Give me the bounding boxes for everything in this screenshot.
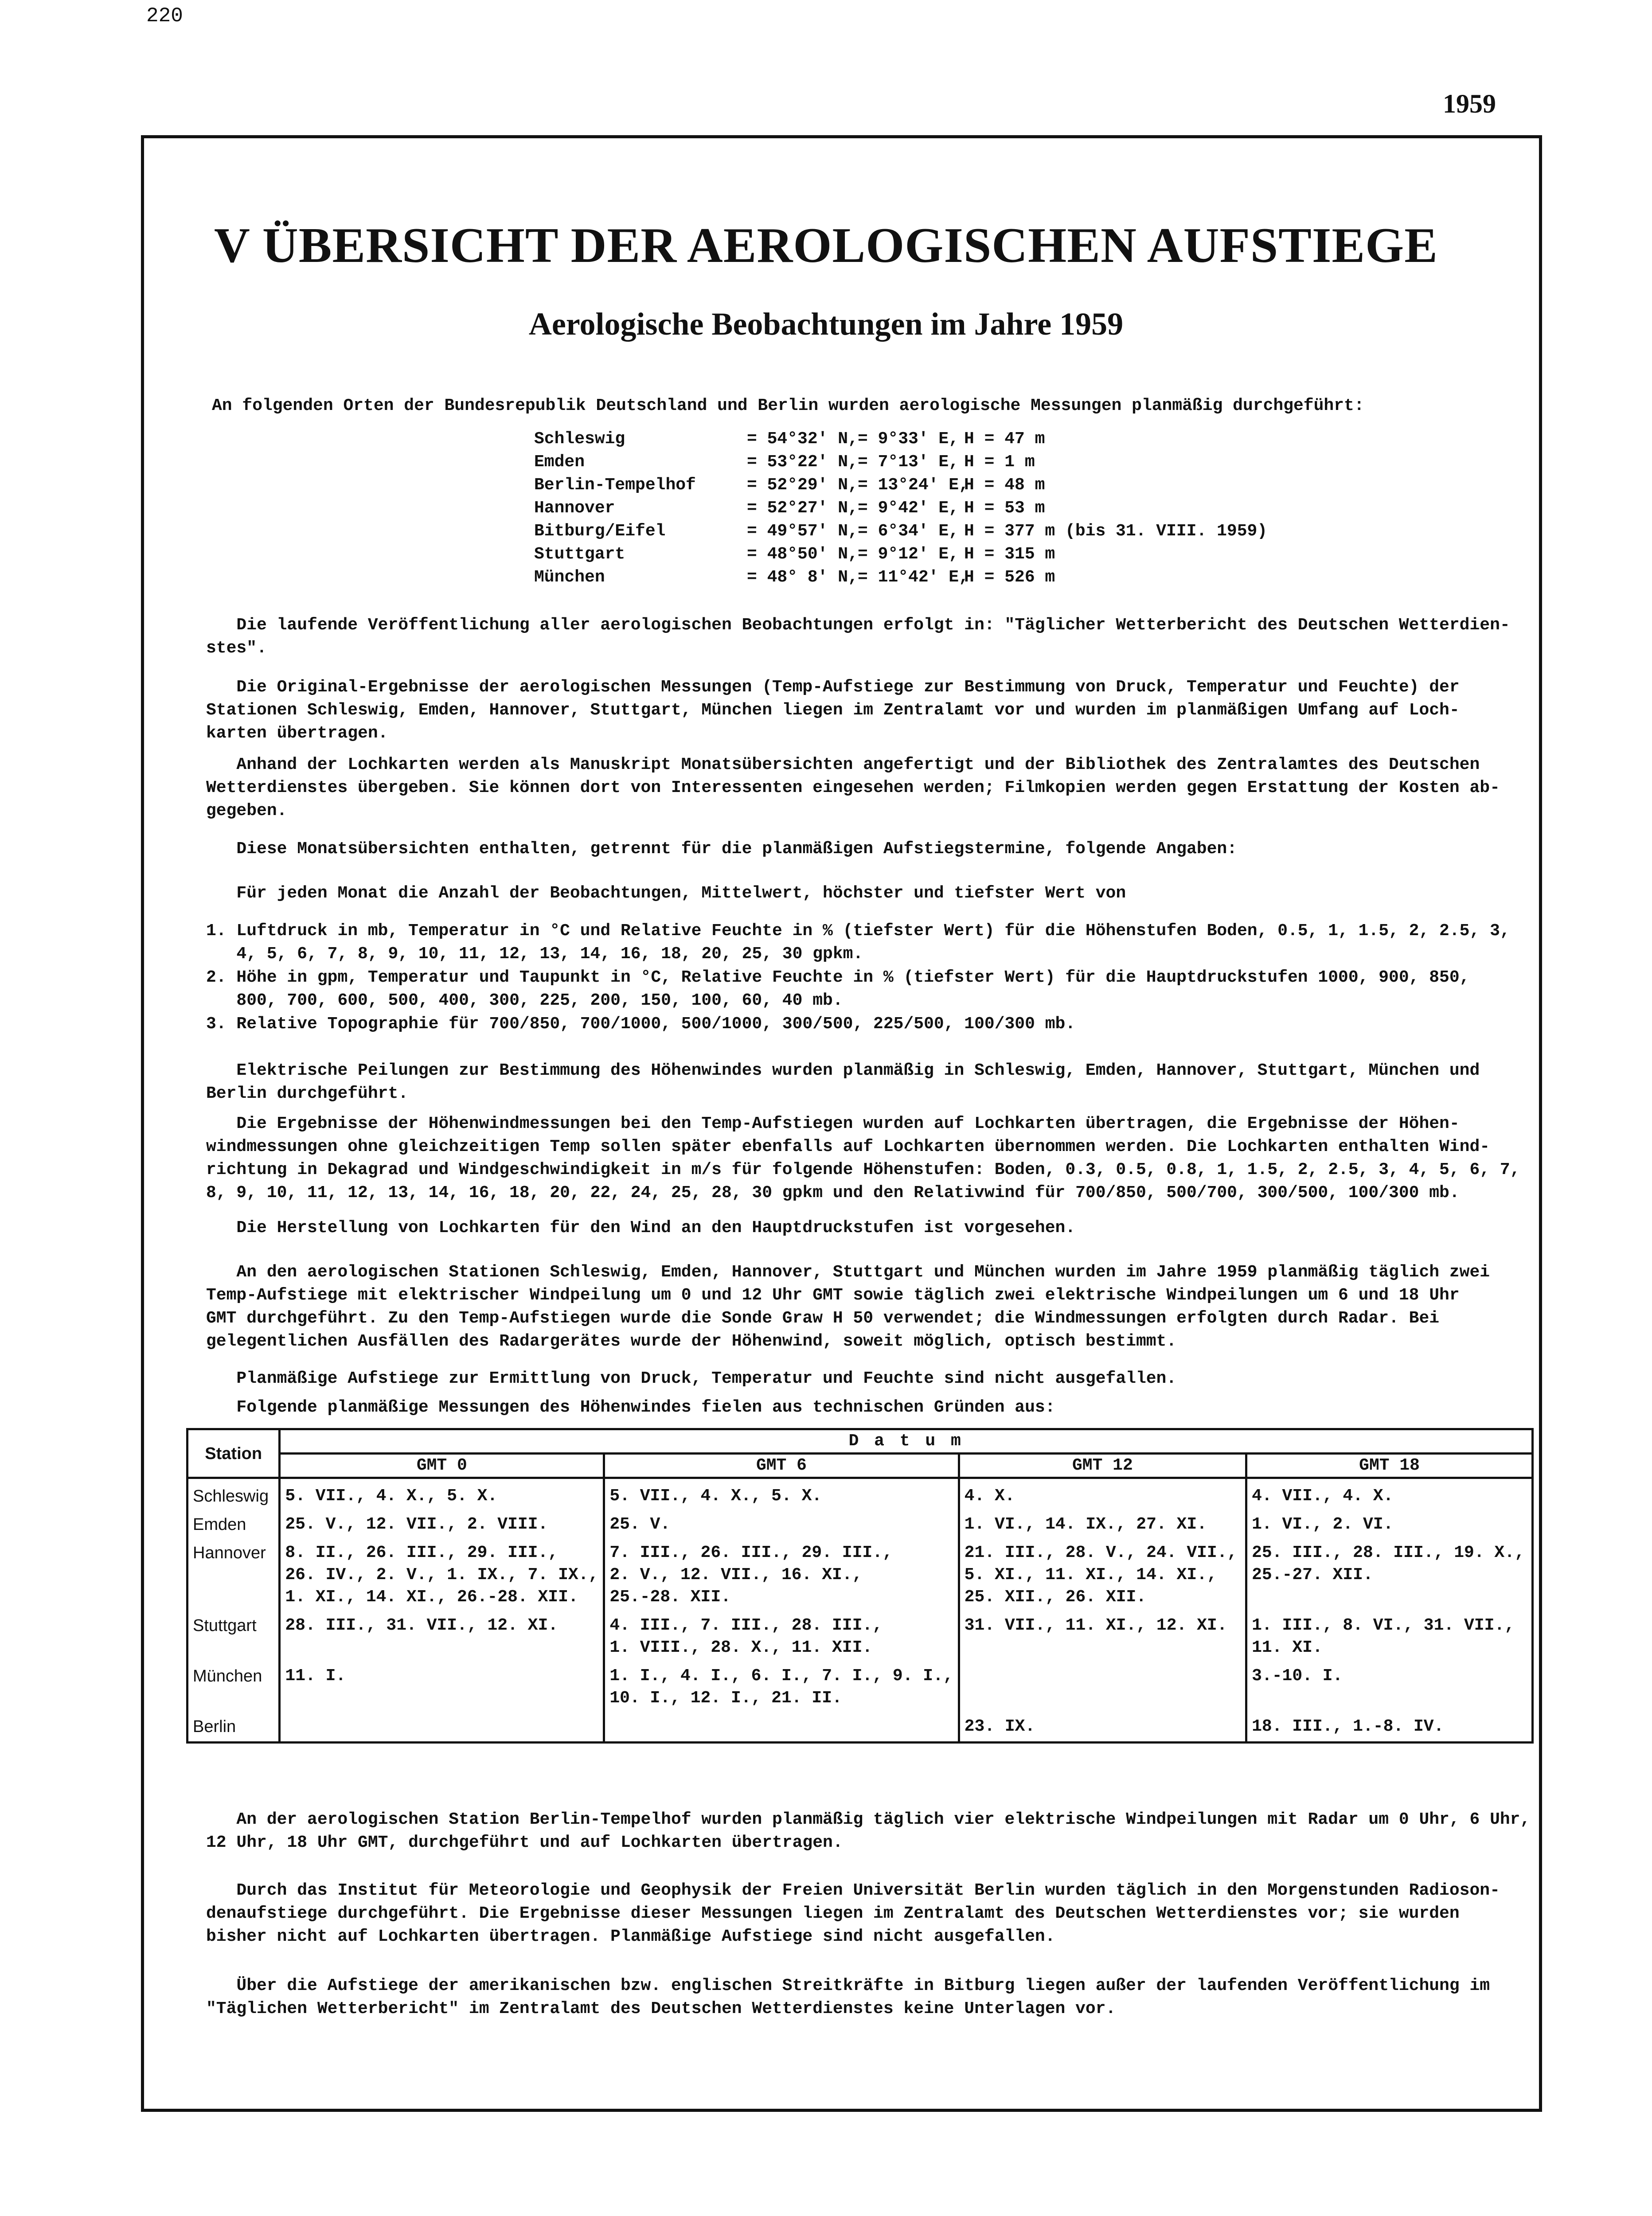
table-cell: 4. VII., 4. X.: [1246, 1478, 1533, 1508]
table-cell: 31. VII., 11. XI., 12. XI.: [959, 1608, 1246, 1659]
table-row: [187, 1536, 1533, 1608]
row-station: Stuttgart: [187, 1608, 280, 1659]
table-row: [187, 1507, 1533, 1536]
station-name: München: [534, 568, 605, 587]
table-row: [187, 1659, 1533, 1709]
column-header-gmt18: GMT 18: [1246, 1454, 1533, 1478]
column-header-gmt6: GMT 6: [604, 1454, 959, 1478]
paragraph-punch-cards-wind: Die Herstellung von Lochkarten für den Wind an den Hauptdruckstufen ist vorgesehen.: [206, 1218, 1076, 1237]
table-cell: [280, 1709, 604, 1743]
paragraph-manuscript: Anhand der Lochkarten werden als Manuskript Monatsübersichten angefertigt und der Bibliothek des Zentralamtes des Deutschen Wetterdienstes übergeben. Sie können dort von Interessenten eingesehen werden; Filmkopien werden gegen Erstattung der Kosten ab- gegeben.: [206, 755, 1500, 820]
station-row: [534, 474, 1363, 497]
table-cell: 3.-10. I.: [1246, 1659, 1533, 1709]
station-name: Schleswig: [534, 429, 625, 449]
row-station: Berlin: [187, 1709, 280, 1743]
paragraph-monthly-summaries: Diese Monatsübersichten enthalten, getrennt für die planmäßigen Aufstiegstermine, folgende Angaben:: [206, 839, 1237, 858]
table-cell: 18. III., 1.-8. IV.: [1246, 1709, 1533, 1743]
station-height: H = 47 m: [964, 429, 1045, 449]
paragraph-free-university: Durch das Institut für Meteorologie und Geophysik der Freien Universität Berlin wurden täglich in den Morgenstunden Radioson- denaufstiege durchgeführt. Die Ergebnisse dieser Messungen liegen im Zentralamt des Deutschen Wetterdienstes vor; sie wurden bisher nicht auf Lochkarten übertragen. Planmäßige Aufstiege sind nicht ausgefallen.: [206, 1881, 1500, 1946]
station-list: [534, 428, 1363, 589]
station-lon: = 9°33' E,: [858, 429, 959, 449]
station-height: H = 377 m (bis 31. VIII. 1959): [964, 522, 1268, 541]
paragraph-wind-results: Die Ergebnisse der Höhenwindmessungen bei den Temp-Aufstiegen wurden auf Lochkarten übertragen, die Ergebnisse der Höhen- windmessungen ohne gleichzeitigen Temp sollen später ebenfalls auf Lochkarten übernommen werden. Die Lochkarten enthalten Wind- richtung in Dekagrad und Windgeschwindigkeit in m/s für folgende Höhenstufen: Boden, 0.3, 0.5, 0.8, 1, 1.5, 2, 2.5, 3, 4, 5, 6, 7, 8, 9, 10, 11, 12, 13, 14, 16, 18, 20, 22, 24, 25, 28, 30 gpkm und den Relativwind für 700/850, 500/700, 300/500, 100/300 mb.: [206, 1114, 1520, 1202]
table-cell: 4. III., 7. III., 28. III., 1. VIII., 28. X., 11. XII.: [604, 1608, 959, 1659]
station-height: H = 1 m: [964, 453, 1035, 472]
row-station: München: [187, 1659, 280, 1709]
station-name: Stuttgart: [534, 545, 625, 564]
page-title: V ÜBERSICHT DER AEROLOGISCHEN AUFSTIEGE: [214, 218, 1438, 273]
table-cell: 23. IX.: [959, 1709, 1246, 1743]
table-cell: 25. III., 28. III., 19. X., 25.-27. XII.: [1246, 1536, 1533, 1608]
table-cell: 7. III., 26. III., 29. III., 2. V., 12. VII., 16. XI., 25.-28. XII.: [604, 1536, 959, 1608]
station-height: H = 48 m: [964, 476, 1045, 495]
paragraph-original-results: Die Original-Ergebnisse der aerologischen Messungen (Temp-Aufstiege zur Bestimmung von Druck, Temperatur und Feuchte) der Stationen Schleswig, Emden, Hannover, Stuttgart, München liegen im Zentralamt vor und wurden im planmäßigen Umfang auf Loch- karten übertragen.: [206, 678, 1460, 743]
table-cell: 8. II., 26. III., 29. III., 26. IV., 2. V., 1. IX., 7. IX., 1. XI., 14. XI., 26.-28. XII.: [280, 1536, 604, 1608]
station-row: [534, 543, 1363, 566]
row-station: Schleswig: [187, 1478, 280, 1508]
table-cell: [604, 1709, 959, 1743]
table-cell: 11. I.: [280, 1659, 604, 1709]
paragraph-failed-measurements: Folgende planmäßige Messungen des Höhenwindes fielen aus technischen Gründen aus:: [206, 1398, 1055, 1417]
table-cell: 21. III., 28. V., 24. VII., 5. XI., 11. XI., 14. XI., 25. XII., 26. XII.: [959, 1536, 1246, 1608]
station-lon: = 9°12' E,: [858, 545, 959, 564]
table-cell: 5. VII., 4. X., 5. X.: [604, 1478, 959, 1508]
station-height: H = 53 m: [964, 499, 1045, 518]
paragraph-berlin-tempelhof: An der aerologischen Station Berlin-Tempelhof wurden planmäßig täglich vier elektrische Windpeilungen mit Radar um 0 Uhr, 6 Uhr, 12 Uhr, 18 Uhr GMT, durchgeführt und auf Lochkarten übertragen.: [206, 1810, 1531, 1852]
paragraph-per-month: Für jeden Monat die Anzahl der Beobachtungen, Mittelwert, höchster und tiefster Wert von: [206, 884, 1126, 903]
paragraph-no-failures: Planmäßige Aufstiege zur Ermittlung von Druck, Temperatur und Feuchte sind nicht ausgefallen.: [206, 1369, 1177, 1388]
station-lon: = 7°13' E,: [858, 453, 959, 472]
table-cell: 1. I., 4. I., 6. I., 7. I., 9. I., 10. I., 12. I., 21. II.: [604, 1659, 959, 1709]
station-row: [534, 497, 1363, 520]
station-lon: = 9°42' E,: [858, 499, 959, 518]
column-header-gmt12: GMT 12: [959, 1454, 1246, 1478]
table-cell: [959, 1659, 1246, 1709]
station-lat: = 54°32' N,: [747, 429, 858, 449]
table-row: [187, 1608, 1533, 1659]
datum-header: D a t u m: [280, 1429, 1533, 1454]
station-lon: = 6°34' E,: [858, 522, 959, 541]
list-item-2: 2. Höhe in gpm, Temperatur und Taupunkt in °C, Relative Feuchte in % (tiefster Wert) für die Hauptdruckstufen 1000, 900, 850, 800, 700, 600, 500, 400, 300, 225, 200, 150, 100, 60, 40 mb.: [206, 968, 1470, 1010]
station-lat: = 52°27' N,: [747, 499, 858, 518]
year-header: 1959: [1443, 89, 1496, 118]
station-height: H = 315 m: [964, 545, 1055, 564]
station-lat: = 49°57' N,: [747, 522, 858, 541]
paragraph-electric-bearings: Elektrische Peilungen zur Bestimmung des Höhenwindes wurden planmäßig in Schleswig, Emden, Hannover, Stuttgart, München und Berlin durchgeführt.: [206, 1061, 1480, 1103]
station-name: Bitburg/Eifel: [534, 522, 666, 541]
station-row: [534, 428, 1363, 451]
list-item-1: 1. Luftdruck in mb, Temperatur in °C und Relative Feuchte in % (tiefster Wert) für die Höhenstufen Boden, 0.5, 1, 1.5, 2, 2.5, 3, 4, 5, 6, 7, 8, 9, 10, 11, 12, 13, 14, 16, 18, 20, 25, 30 gpkm.: [206, 921, 1510, 964]
table-cell: 25. V., 12. VII., 2. VIII.: [280, 1507, 604, 1536]
station-lat: = 48°50' N,: [747, 545, 858, 564]
row-station: Emden: [187, 1507, 280, 1536]
station-lat: = 53°22' N,: [747, 453, 858, 472]
table-cell: 25. V.: [604, 1507, 959, 1536]
table-cell: 5. VII., 4. X., 5. X.: [280, 1478, 604, 1508]
station-row: [534, 451, 1363, 474]
column-header-gmt0: GMT 0: [280, 1454, 604, 1478]
paragraph-bitburg: Über die Aufstiege der amerikanischen bzw. englischen Streitkräfte in Bitburg liegen außer der laufenden Veröffentlichung im "Täglichen Wetterbericht" im Zentralamt des Deutschen Wetterdienstes keine Unterlagen vor.: [206, 1976, 1490, 2018]
table-row: [187, 1478, 1533, 1508]
station-lon: = 11°42' E,: [858, 568, 969, 587]
table-cell: 1. VI., 2. VI.: [1246, 1507, 1533, 1536]
table-cell: 4. X.: [959, 1478, 1246, 1508]
station-name: Berlin-Tempelhof: [534, 476, 696, 495]
paragraph-stations-1959: An den aerologischen Stationen Schleswig, Emden, Hannover, Stuttgart und München wurden im Jahre 1959 planmäßig täglich zwei Temp-Aufstiege mit elektrischer Windpeilung um 0 und 12 Uhr GMT sowie täglich zwei elektrische Windpeilungen um 6 und 18 Uhr GMT durchgeführt. Zu den Temp-Aufstiegen wurde die Sonde Graw H 50 verwendet; die Windmessungen erfolgten durch Radar. Bei gelegentlichen Ausfällen des Radargerätes wurde der Höhenwind, soweit möglich, optisch bestimmt.: [206, 1263, 1490, 1351]
station-row: [534, 520, 1363, 543]
station-lat: = 52°29' N,: [747, 476, 858, 495]
intro-paragraph: An folgenden Orten der Bundesrepublik Deutschland und Berlin wurden aerologische Messungen planmäßig durchgeführt:: [212, 396, 1364, 415]
failed-measurements-table: [186, 1428, 1534, 1744]
list-item-3: 3. Relative Topographie für 700/850, 700/1000, 500/1000, 300/500, 225/500, 100/300 mb.: [206, 1014, 1076, 1034]
page-subtitle: Aerologische Beobachtungen im Jahre 1959: [528, 306, 1124, 342]
station-lon: = 13°24' E,: [858, 476, 969, 495]
paragraph-publication: Die laufende Veröffentlichung aller aerologischen Beobachtungen erfolgt in: "Täglicher Wetterbericht des Deutschen Wetterdien- stes".: [206, 616, 1510, 658]
table-cell: 1. VI., 14. IX., 27. XI.: [959, 1507, 1246, 1536]
station-row: [534, 566, 1363, 589]
station-column-header: Station: [187, 1429, 280, 1478]
station-lat: = 48° 8' N,: [747, 568, 858, 587]
table-cell: 28. III., 31. VII., 12. XI.: [280, 1608, 604, 1659]
station-name: Emden: [534, 453, 585, 472]
table-cell: 1. III., 8. VI., 31. VII., 11. XI.: [1246, 1608, 1533, 1659]
page-number: 220: [146, 4, 183, 27]
station-height: H = 526 m: [964, 568, 1055, 587]
row-station: Hannover: [187, 1536, 280, 1608]
station-name: Hannover: [534, 499, 615, 518]
table-row: [187, 1709, 1533, 1743]
